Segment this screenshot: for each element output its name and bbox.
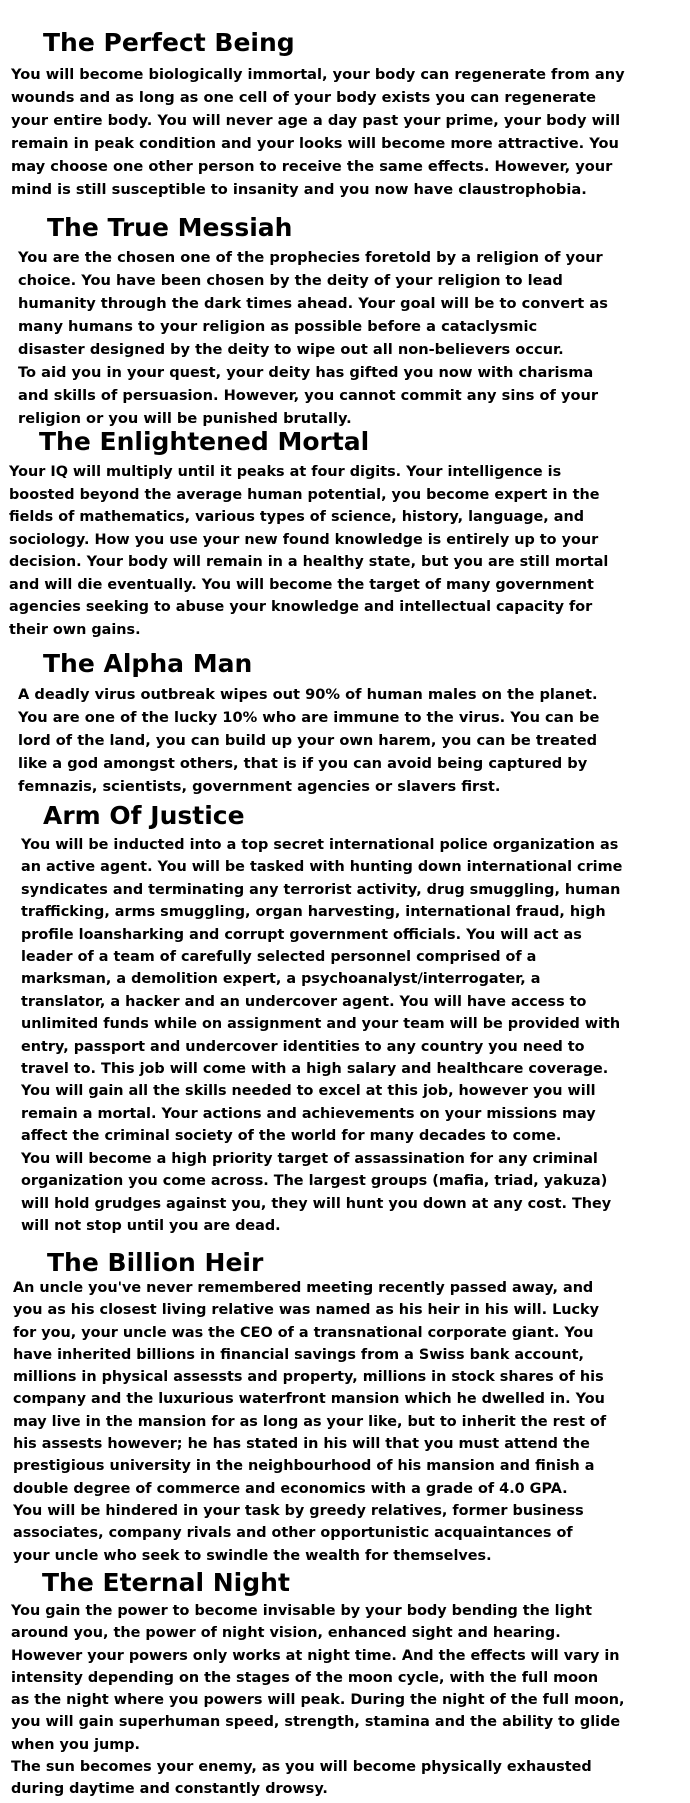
section-text: Your IQ will multiply until it peaks at four digits. Your intelligence is boosted beyond the average human potential, you become expert in the fields of mathematics, various types of science, history, language, and sociology. How you use your new found knowledge is entirely up to your decision. Your body will remain in a healthy state, but you are still mortal and will die eventually. You will become the target of many government agencies seeking to abuse your knowledge and intellectual capacity for their own gains. — [9, 464, 609, 638]
section-title: The Enlightened Mortal — [39, 427, 370, 456]
section-arm-of-justice — [0, 801, 686, 1237]
section-title: The Billion Heir — [47, 1248, 264, 1277]
section-title: The Alpha Man — [43, 649, 253, 678]
section-enlightened-mortal — [0, 427, 679, 641]
section-text: You gain the power to become invisable by your body bending the light around you, the power of night vision, enhanced sight and hearing. However your powers only works at night time. And the effects will vary in intensity depending on the stages of the moon cycle, with the full moon as the night where you powers will peak. During the night of the full moon, you will gain superhuman speed, strength, stamina and the ability to glide when you jump. The sun becomes your enemy, as you will become physically exhausted during daytime and constantly drowsy. — [11, 1603, 625, 1798]
section-title: Arm Of Justice — [43, 801, 245, 830]
section-alpha-man — [0, 649, 678, 798]
section-text: A deadly virus outbreak wipes out 90% of human males on the planet. You are one of the lucky 10% who are immune to the virus. You can be lord of the land, you can build up your own harem, you can be treated like a god amongst others, that is if you can avoid being captured by femnazis, scientists, government agencies or slavers first. — [18, 686, 600, 795]
section-true-messiah — [0, 213, 668, 430]
section-text: You will be inducted into a top secret international police organization as an active agent. You will be tasked with hunting down international crime syndicates and terminating any terrorist activity, drug smuggling, human trafficking, arms smuggling, organ harvesting, international fraud, high profile loansharking and corrupt government officials. You will act as leader of a team of carefully selected personnel comprised of a marksman, a demolition expert, a psychoanalyst/interrogater, a translator, a hacker and an undercover agent. You will have access to unlimited funds while on assignment and your team will be provided with entry, passport and undercover identities to any country you need to travel to. This job will come with a high salary and healthcare coverage. You will gain all the skills needed to excel at this job, however you will remain a mortal. Your actions and achievements on your missions may affect the criminal society of the world for many decades to come. You will become a high priority target of assassination for any criminal organization you come across. The largest groups (mafia, triad, yakuza) will hold grudges against you, they will hunt you down at any cost. They will not stop until you are dead. — [21, 837, 623, 1234]
section-eternal-night — [0, 1568, 681, 1801]
section-text: An uncle you've never remembered meeting recently passed away, and you as his closest living relative was named as his heir in his will. Lucky for you, your uncle was the CEO of a transnational corporate giant. You have inherited billions in financial savings from a Swiss bank account, millions in physical assessts and property, millions in stock shares of his company and the luxurious waterfront mansion which he dwelled in. You may live in the mansion for as long as your like, but to inherit the rest of his assests however; he has stated in his will that you must attend the prestigious university in the neighbourhood of his mansion and finish a double degree of commerce and economics with a grade of 4.0 GPA. You will be hindered in your task by greedy relatives, former business associates, company rivals and other opportunistic acquaintances of your uncle who seek to swindle the wealth for themselves. — [13, 1280, 607, 1564]
section-text: You are the chosen one of the prophecies foretold by a religion of your choice. You have been chosen by the deity of your religion to lead humanity through the dark times ahead. Your goal will be to convert as many humans to your religion as possible before a cataclysmic disaster designed by the deity to wipe out all non-believers occur. To aid you in your quest, your deity has gifted you now with charisma and skills of persuasion. However, you cannot commit any sins of your religion or you will be punished brutally. — [18, 249, 608, 427]
section-billion-heir — [0, 1248, 683, 1567]
section-title: The Perfect Being — [43, 28, 295, 57]
section-title: The True Messiah — [47, 213, 293, 242]
section-title: The Eternal Night — [42, 1568, 290, 1597]
section-perfect-being — [0, 28, 681, 201]
section-text: You will become biologically immortal, your body can regenerate from any wounds and as long as one cell of your body exists you can regenerate your entire body. You will never age a day past your prime, your body will remain in peak condition and your looks will become more attractive. You may choose one other person to receive the same effects. However, your mind is still susceptible to insanity and you now have claustrophobia. — [11, 66, 625, 198]
